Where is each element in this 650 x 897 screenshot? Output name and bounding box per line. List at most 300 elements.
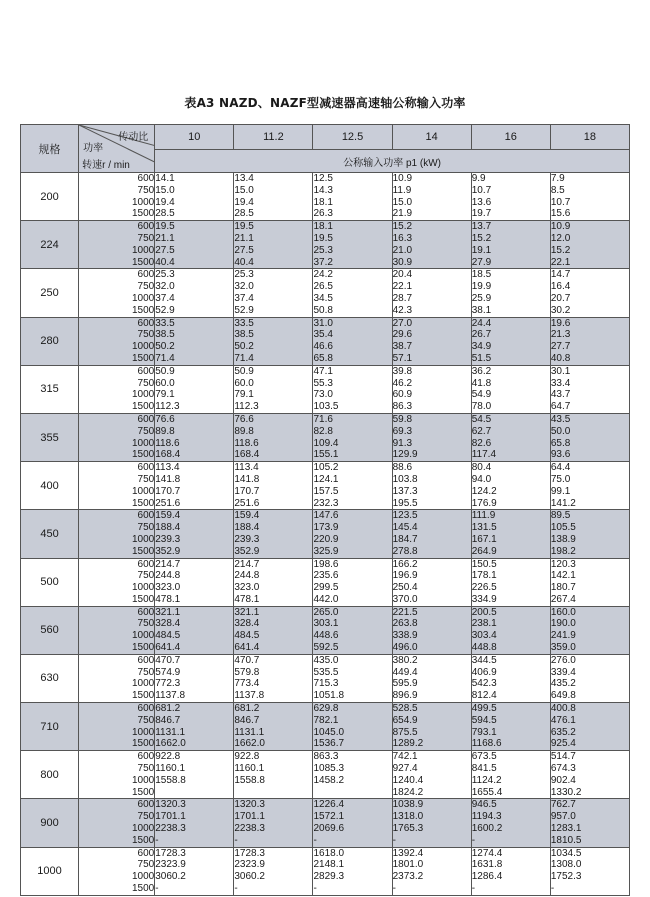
- power-value: 99.1: [550, 485, 571, 497]
- speed-value: 750: [137, 714, 155, 726]
- power-value: 263.8: [392, 618, 418, 630]
- power-cell: [471, 413, 550, 461]
- power-value: 3060.2: [155, 871, 186, 883]
- power-cell: [313, 606, 392, 654]
- spec-cell: 710: [21, 703, 79, 751]
- power-value: 20.7: [550, 292, 571, 304]
- power-cell: [234, 413, 313, 461]
- spec-cell: 500: [21, 558, 79, 606]
- speed-value: 600: [137, 847, 155, 859]
- power-cell: [550, 365, 629, 413]
- power-cell: [234, 317, 313, 365]
- power-value: 170.7: [155, 485, 181, 497]
- spec-cell: 560: [21, 606, 79, 654]
- speed-value: 600: [137, 173, 155, 184]
- power-cell: [392, 510, 471, 558]
- power-value: 2238.3: [155, 823, 186, 835]
- power-value: 2829.3: [313, 871, 345, 883]
- diagonal-header-cell: [79, 125, 155, 173]
- power-value: 15.2: [550, 244, 571, 256]
- power-value: 2373.2: [392, 871, 424, 883]
- power-value: 214.7: [234, 558, 260, 570]
- table-row: [21, 173, 630, 221]
- power-value: 21.1: [234, 232, 254, 244]
- power-cell: [392, 558, 471, 606]
- speed-value: 1500: [131, 883, 155, 895]
- power-value: 846.7: [234, 714, 260, 726]
- power-value: 129.9: [392, 449, 418, 461]
- power-value: 50.9: [234, 365, 254, 377]
- power-value: 484.5: [234, 630, 260, 642]
- power-value: 595.9: [392, 678, 418, 690]
- power-value: 10.9: [392, 173, 413, 184]
- power-value: 344.5: [471, 654, 497, 666]
- speed-value: 600: [137, 799, 155, 811]
- power-value: 7.9: [550, 173, 565, 184]
- power-value: 145.4: [392, 522, 418, 534]
- power-cell: [392, 462, 471, 510]
- power-value: 303.1: [313, 618, 339, 630]
- power-cell: [313, 462, 392, 510]
- power-value: 57.1: [392, 352, 413, 364]
- power-cell: [392, 847, 471, 895]
- speed-value: 1000: [131, 823, 155, 835]
- spec-cell: 250: [21, 269, 79, 317]
- power-value: 124.2: [471, 485, 497, 497]
- power-cell: [155, 847, 234, 895]
- power-cell: [234, 269, 313, 317]
- power-value: 176.9: [471, 497, 497, 509]
- power-value: 82.8: [313, 425, 333, 437]
- power-cell: [392, 269, 471, 317]
- power-value: 244.8: [234, 570, 260, 582]
- power-value: 922.8: [155, 751, 181, 763]
- power-cell: [550, 751, 629, 799]
- power-value: [155, 787, 233, 799]
- power-cell: [471, 606, 550, 654]
- power-value: 442.0: [313, 593, 339, 605]
- power-value: 629.8: [313, 703, 339, 715]
- power-value: 141.8: [155, 473, 181, 485]
- speed-value: 600: [137, 751, 155, 763]
- power-cell: [392, 317, 471, 365]
- power-value: 147.6: [313, 510, 339, 522]
- power-cell: [155, 606, 234, 654]
- spec-column-header: 规格: [21, 125, 79, 173]
- power-value: 46.6: [313, 341, 333, 353]
- power-cell: [234, 510, 313, 558]
- power-value: 1320.3: [155, 799, 186, 811]
- power-value: 1226.4: [313, 799, 345, 811]
- spec-cell: 315: [21, 365, 79, 413]
- power-value: 18.1: [313, 221, 333, 233]
- power-value: 166.2: [392, 558, 418, 570]
- power-cell: [234, 847, 313, 895]
- speed-value: 1500: [131, 593, 155, 605]
- power-value: 41.8: [471, 377, 492, 389]
- speed-value: 1500: [131, 738, 155, 750]
- power-value: 40.8: [550, 352, 571, 364]
- power-value: 1765.3: [392, 823, 424, 835]
- power-value: 1131.1: [234, 726, 265, 738]
- power-cell: [155, 269, 234, 317]
- power-value: 448.6: [313, 630, 339, 642]
- page-title: 表A3 NAZD、NAZF型减速器高速轴公称输入功率: [184, 96, 466, 110]
- power-value: 448.8: [471, 642, 497, 654]
- power-value: 138.9: [550, 533, 576, 545]
- power-cell: [471, 751, 550, 799]
- power-value: 1330.2: [550, 786, 582, 798]
- power-cell: [471, 654, 550, 702]
- speed-value: 1000: [131, 871, 155, 883]
- power-value: 198.2: [550, 545, 576, 557]
- power-cell: [471, 558, 550, 606]
- speed-value: 1000: [131, 341, 155, 353]
- speed-value: 600: [137, 317, 155, 329]
- power-value: 21.1: [155, 232, 175, 244]
- power-value: 19.9: [471, 281, 492, 293]
- power-value: 36.2: [471, 365, 492, 377]
- power-cell: [234, 703, 313, 751]
- power-value: 470.7: [155, 654, 181, 666]
- power-value: -: [155, 834, 159, 846]
- table-row: [21, 365, 630, 413]
- power-cell: [155, 173, 234, 221]
- power-value: 15.0: [155, 184, 175, 196]
- power-value: 40.4: [234, 256, 254, 268]
- power-value: 137.3: [392, 485, 418, 497]
- speed-cell: [79, 413, 155, 461]
- power-cell: [155, 317, 234, 365]
- power-value: 278.8: [392, 545, 418, 557]
- power-value: 1308.0: [550, 859, 582, 871]
- power-value: 267.4: [550, 593, 576, 605]
- power-value: 299.5: [313, 582, 339, 594]
- speed-cell: [79, 847, 155, 895]
- speed-cell: [79, 462, 155, 510]
- power-value: 52.9: [155, 304, 175, 316]
- power-cell: [550, 269, 629, 317]
- power-value: 38.1: [471, 304, 492, 316]
- speed-value: 600: [137, 703, 155, 715]
- table-body: [21, 173, 630, 896]
- power-value: 241.9: [550, 630, 576, 642]
- power-value: 38.5: [155, 329, 175, 341]
- power-value: 64.7: [550, 401, 571, 413]
- speed-value: 750: [137, 570, 155, 582]
- power-value: 214.7: [155, 558, 181, 570]
- power-cell: [155, 799, 234, 847]
- table-row: [21, 799, 630, 847]
- ratio-header-14: 14: [392, 125, 471, 150]
- power-value: 742.1: [392, 751, 418, 763]
- ratio-header-18: 18: [550, 125, 629, 150]
- power-value: 1283.1: [550, 823, 582, 835]
- power-value: 123.5: [392, 510, 418, 522]
- power-value: 76.6: [234, 413, 254, 425]
- power-value: 927.4: [392, 763, 418, 775]
- power-value: 1701.1: [234, 811, 265, 823]
- power-value: 24.4: [471, 317, 492, 329]
- table-row: [21, 221, 630, 269]
- power-value: 674.3: [550, 763, 576, 775]
- power-cell: [155, 703, 234, 751]
- power-value: 1536.7: [313, 738, 345, 750]
- power-cell: [550, 558, 629, 606]
- power-value: 1289.2: [392, 738, 424, 750]
- power-value: 94.0: [471, 473, 492, 485]
- power-value: 1131.1: [155, 726, 186, 738]
- power-value: 400.8: [550, 703, 576, 715]
- power-value: 71.4: [155, 352, 175, 364]
- power-value: 33.4: [550, 377, 571, 389]
- power-value: 681.2: [234, 703, 260, 715]
- power-value: 27.7: [550, 341, 571, 353]
- power-value: 1662.0: [155, 738, 186, 750]
- power-cell: [471, 317, 550, 365]
- power-value: 89.5: [550, 510, 571, 522]
- power-value: 47.1: [313, 365, 333, 377]
- power-value: 93.6: [550, 449, 571, 461]
- power-cell: [155, 558, 234, 606]
- power-value: 1618.0: [313, 847, 345, 859]
- speed-cell: [79, 269, 155, 317]
- power-value: 13.7: [471, 221, 492, 233]
- power-value: 841.5: [471, 763, 497, 775]
- power-value: 190.0: [550, 618, 576, 630]
- speed-cell: [79, 606, 155, 654]
- power-value: 33.5: [155, 317, 175, 329]
- table-row: [21, 654, 630, 702]
- speed-value: 1000: [131, 292, 155, 304]
- speed-value: 600: [137, 269, 155, 281]
- power-value: 112.3: [234, 401, 259, 413]
- power-value: 24.2: [313, 269, 333, 281]
- power-value: 188.4: [155, 522, 181, 534]
- power-value: 18.5: [471, 269, 492, 281]
- power-value: 251.6: [155, 497, 181, 509]
- speed-value: 750: [137, 522, 155, 534]
- power-value: 79.1: [155, 389, 175, 401]
- power-value: 51.5: [471, 352, 492, 364]
- power-value: 25.3: [155, 269, 175, 281]
- spec-cell: 224: [21, 221, 79, 269]
- power-value: 352.9: [234, 545, 260, 557]
- power-value: 160.0: [550, 606, 576, 618]
- power-cell: [313, 799, 392, 847]
- power-value: 19.6: [550, 317, 571, 329]
- power-value: 88.6: [392, 462, 413, 474]
- spec-cell: 200: [21, 173, 79, 221]
- power-value: 226.5: [471, 582, 497, 594]
- power-value: 184.7: [392, 533, 418, 545]
- power-value: 435.2: [550, 678, 576, 690]
- power-value: 1631.8: [471, 859, 503, 871]
- table-row: [21, 413, 630, 461]
- speed-value: 1500: [131, 834, 155, 846]
- speed-value: 750: [137, 473, 155, 485]
- power-value: 641.4: [155, 642, 181, 654]
- power-value: 328.4: [155, 618, 181, 630]
- power-value: 20.4: [392, 269, 413, 281]
- power-value: 109.4: [313, 437, 339, 449]
- power-value: 896.9: [392, 690, 418, 702]
- speed-value: 600: [137, 462, 155, 474]
- power-value: 325.9: [313, 545, 339, 557]
- power-value: 2238.3: [234, 823, 265, 835]
- power-value: 167.1: [471, 533, 497, 545]
- power-value: 155.1: [313, 449, 339, 461]
- power-value: 91.3: [392, 437, 413, 449]
- power-value: 30.1: [550, 365, 571, 377]
- power-value: 86.3: [392, 401, 413, 413]
- power-value: 1572.1: [313, 811, 345, 823]
- power-value: 681.2: [155, 703, 181, 715]
- power-value: 159.4: [155, 510, 181, 522]
- power-cell: [392, 703, 471, 751]
- spec-cell: 400: [21, 462, 79, 510]
- power-value: 1320.3: [234, 799, 265, 811]
- power-value: 157.5: [313, 485, 339, 497]
- power-value: 1286.4: [471, 871, 503, 883]
- power-value: 46.2: [392, 377, 413, 389]
- power-cell: [471, 510, 550, 558]
- power-value: 1137.8: [155, 690, 186, 702]
- power-table: [20, 124, 630, 896]
- power-cell: [550, 847, 629, 895]
- power-value: 15.2: [471, 232, 492, 244]
- speed-value: 750: [137, 377, 155, 389]
- ratio-label: 传动比: [118, 132, 149, 143]
- power-value: 579.8: [234, 666, 260, 678]
- power-value: 103.8: [392, 473, 418, 485]
- power-value: 118.6: [155, 437, 180, 449]
- power-value: 478.1: [155, 593, 181, 605]
- power-cell: [471, 365, 550, 413]
- power-value: 37.4: [234, 292, 254, 304]
- power-cell: [313, 317, 392, 365]
- power-value: 60.0: [155, 377, 175, 389]
- power-value: 239.3: [155, 533, 181, 545]
- power-value: 32.0: [234, 281, 254, 293]
- power-value: 19.4: [155, 196, 175, 208]
- power-value: 221.5: [392, 606, 418, 618]
- power-value: 180.7: [550, 582, 576, 594]
- power-value: 338.9: [392, 630, 418, 642]
- power-value: 12.0: [550, 232, 571, 244]
- speed-value: 1000: [131, 726, 155, 738]
- power-cell: [155, 221, 234, 269]
- power-cell: [471, 173, 550, 221]
- speed-value: 1500: [131, 786, 155, 798]
- power-cell: [234, 173, 313, 221]
- power-value: 168.4: [234, 449, 260, 461]
- power-value: 957.0: [550, 811, 576, 823]
- power-value: 9.9: [471, 173, 486, 184]
- power-value: 239.3: [234, 533, 260, 545]
- power-value: 1051.8: [313, 690, 345, 702]
- power-value: 1458.2: [313, 774, 345, 786]
- power-cell: [155, 510, 234, 558]
- power-value: 10.7: [471, 184, 492, 196]
- power-value: 73.0: [313, 389, 333, 401]
- power-value: 2069.6: [313, 823, 345, 835]
- table-row: [21, 751, 630, 799]
- power-value: 196.9: [392, 570, 418, 582]
- speed-value: 1000: [131, 196, 155, 208]
- power-value: 2323.9: [155, 859, 186, 871]
- power-value: 846.7: [155, 714, 181, 726]
- power-cell: [313, 510, 392, 558]
- power-value: 200.5: [471, 606, 497, 618]
- power-cell: [550, 606, 629, 654]
- power-value: 635.2: [550, 726, 576, 738]
- power-value: 1558.8: [155, 774, 186, 786]
- power-value: 118.6: [234, 437, 259, 449]
- power-cell: [550, 317, 629, 365]
- power-value: 1124.2: [471, 774, 502, 786]
- power-value: 50.8: [313, 304, 333, 316]
- speed-cell: [79, 799, 155, 847]
- power-value: 250.4: [392, 582, 418, 594]
- power-value: -: [234, 834, 238, 846]
- power-value: 78.0: [471, 401, 492, 413]
- power-value: 173.9: [313, 522, 339, 534]
- power-value: 28.5: [155, 208, 175, 220]
- speed-value: 1500: [131, 449, 155, 461]
- unit-header: 公称输入功率 p1 (kW): [155, 150, 630, 173]
- power-value: 141.2: [550, 497, 576, 509]
- table-row: [21, 703, 630, 751]
- power-value: 142.1: [550, 570, 576, 582]
- table-header: [21, 125, 630, 173]
- power-value: 323.0: [155, 582, 181, 594]
- power-value: 30.2: [550, 304, 571, 316]
- power-value: -: [471, 883, 476, 895]
- power-cell: [234, 654, 313, 702]
- power-value: 50.9: [155, 365, 175, 377]
- power-value: 15.6: [550, 208, 571, 220]
- power-value: 303.4: [471, 630, 497, 642]
- power-value: -: [155, 883, 159, 895]
- speed-value: 1500: [131, 642, 155, 654]
- spec-cell: 1000: [21, 847, 79, 895]
- power-value: 43.5: [550, 413, 571, 425]
- power-cell: [234, 221, 313, 269]
- speed-value: 750: [137, 618, 155, 630]
- power-value: 29.6: [392, 329, 413, 341]
- power-value: 113.4: [234, 462, 259, 474]
- power-value: 654.9: [392, 714, 418, 726]
- power-value: 812.4: [471, 690, 497, 702]
- power-value: 19.5: [234, 221, 254, 233]
- power-label: 功率: [83, 143, 104, 154]
- speed-cell: [79, 317, 155, 365]
- power-cell: [313, 413, 392, 461]
- power-value: 235.6: [313, 570, 339, 582]
- power-value: 14.7: [550, 269, 571, 281]
- power-cell: [550, 173, 629, 221]
- speed-value: 1000: [131, 533, 155, 545]
- power-value: 13.6: [471, 196, 492, 208]
- power-value: 334.9: [471, 593, 497, 605]
- ratio-header-11-2: 11.2: [234, 125, 313, 150]
- power-value: 875.5: [392, 726, 418, 738]
- power-value: 25.3: [313, 244, 333, 256]
- power-value: 50.2: [155, 341, 175, 353]
- speed-value: 1000: [131, 630, 155, 642]
- speed-value: 600: [137, 413, 155, 425]
